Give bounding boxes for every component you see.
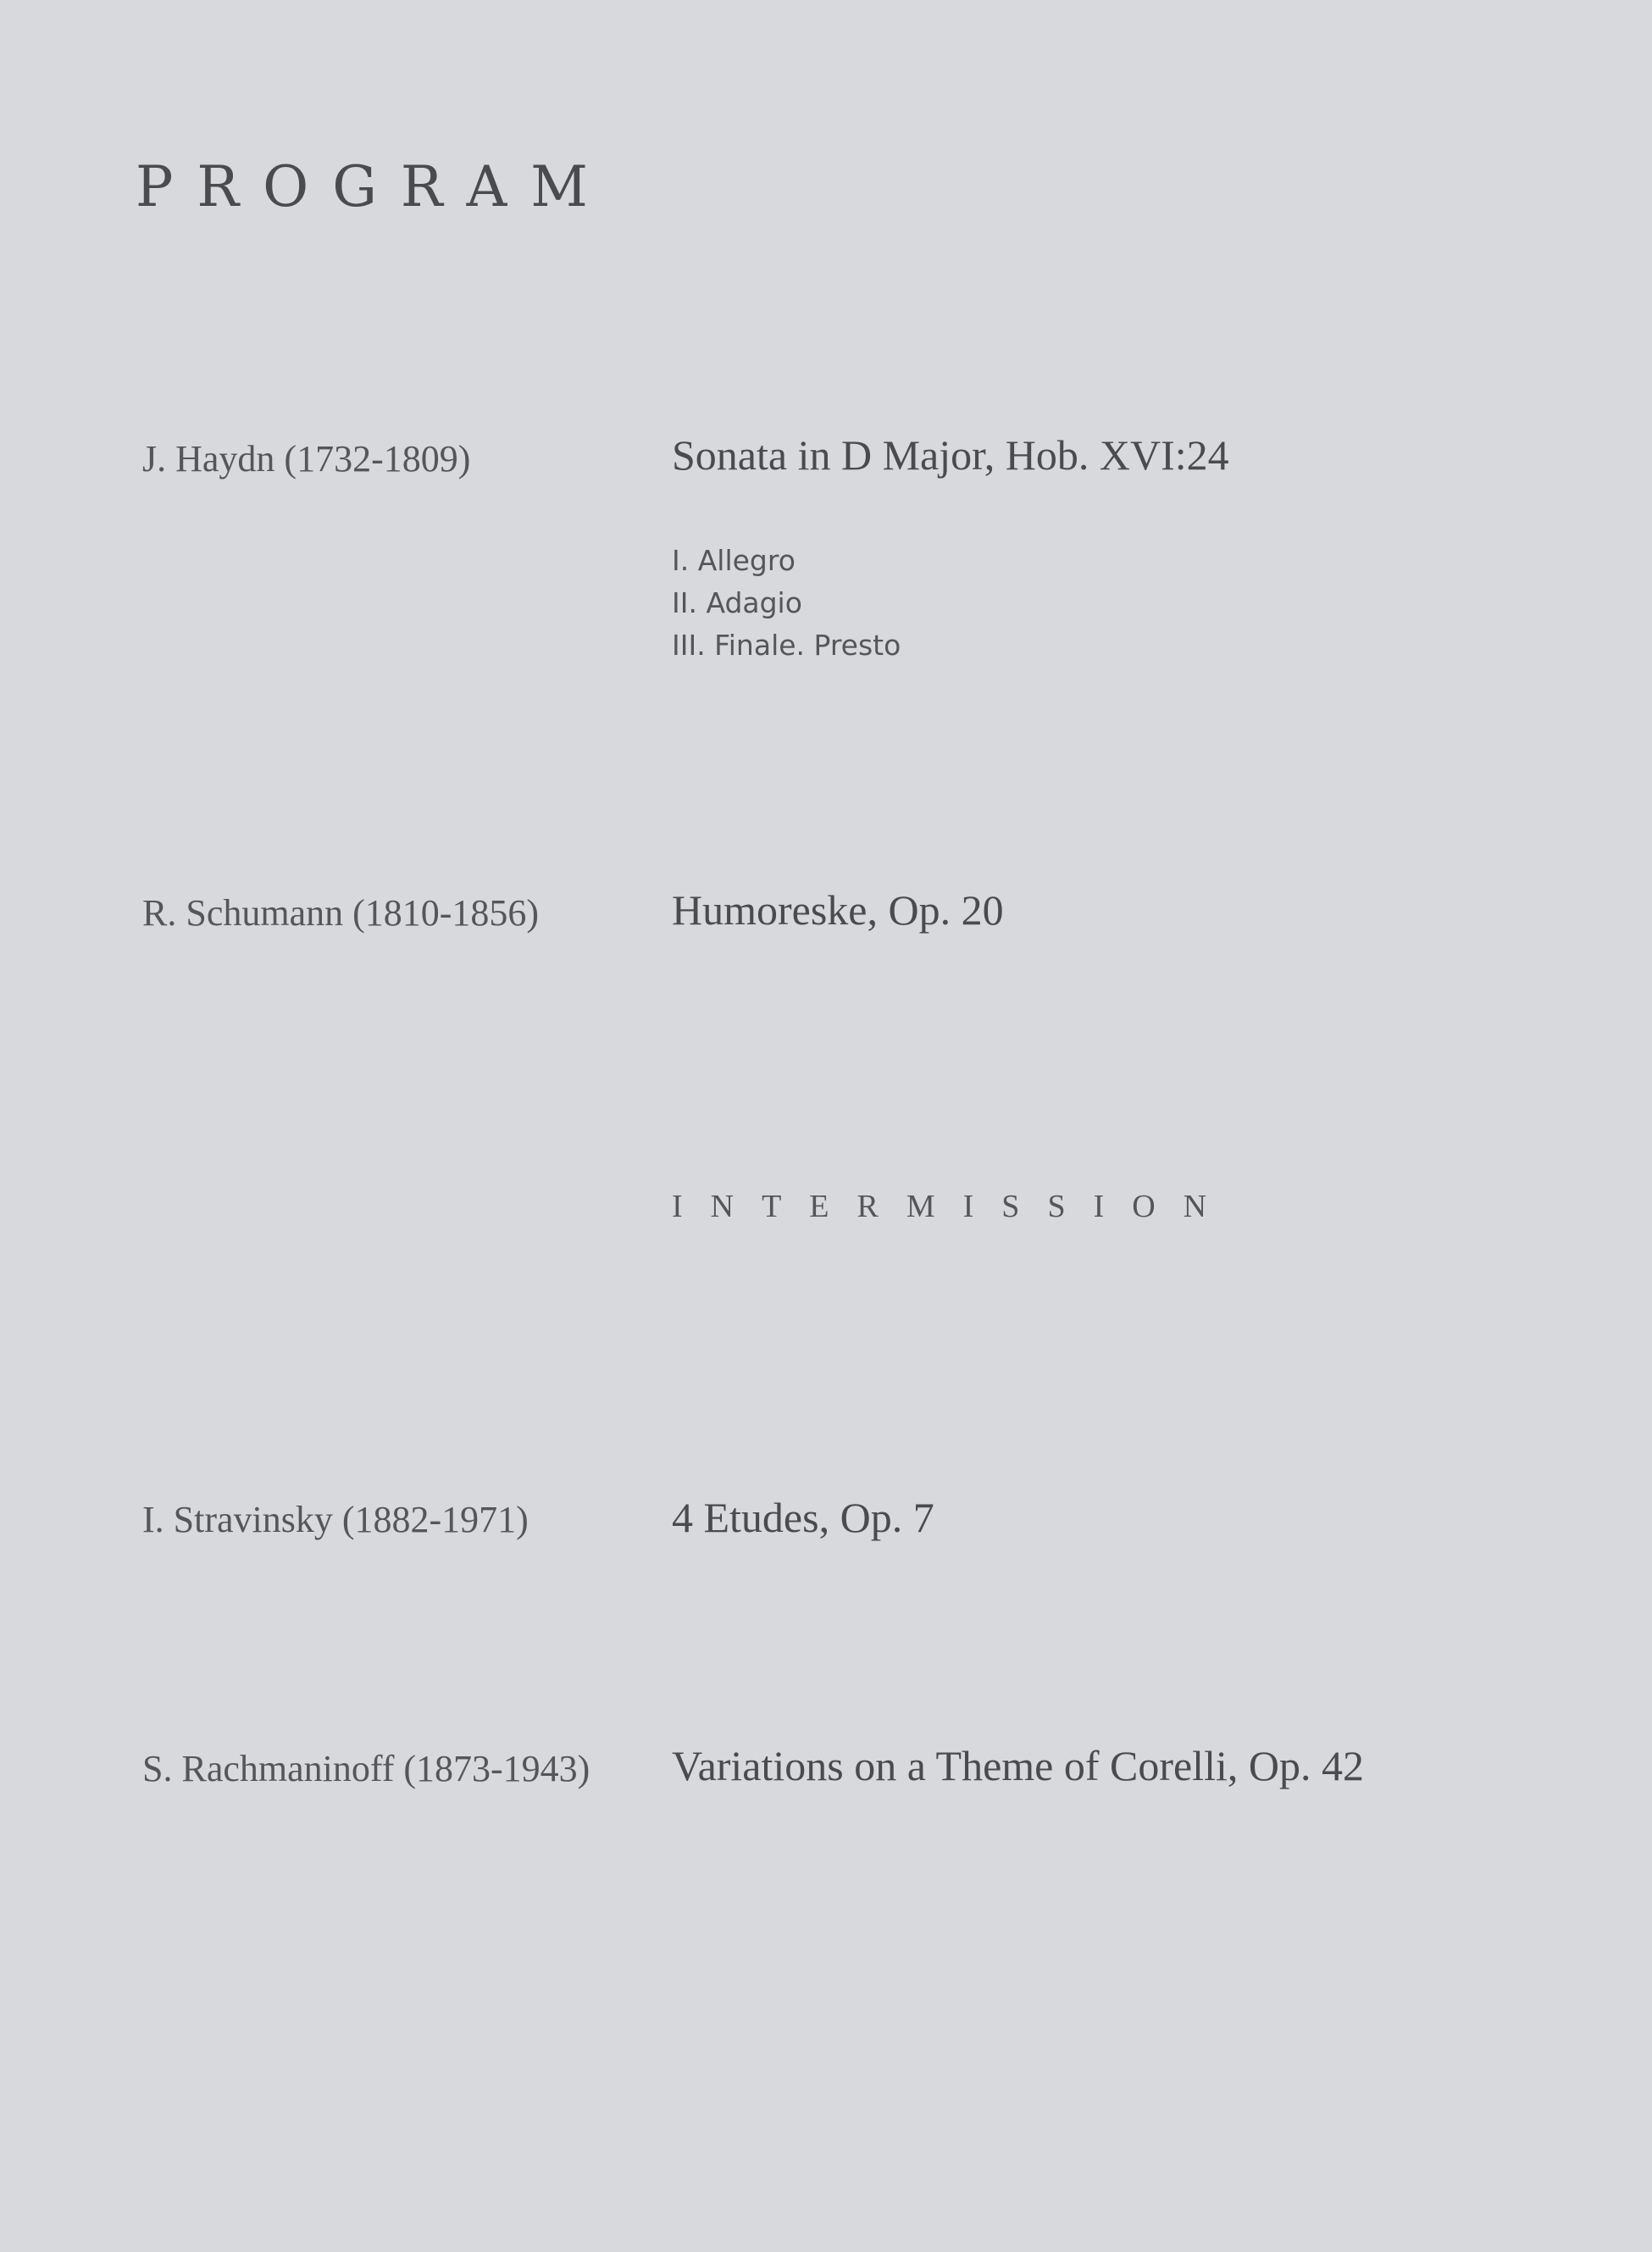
composer-rachmaninoff: S. Rachmaninoff (1873-1943) bbox=[142, 1748, 590, 1789]
page-title: PROGRAM bbox=[136, 154, 612, 219]
work-stravinsky: 4 Etudes, Op. 7 bbox=[672, 1494, 934, 1541]
movement-item: I. Allegro bbox=[672, 544, 796, 577]
intermission-label: INTERMISSION bbox=[672, 1189, 1235, 1224]
movement-item: III. Finale. Presto bbox=[672, 629, 901, 662]
movement-list bbox=[672, 540, 901, 667]
composer-schumann: R. Schumann (1810-1856) bbox=[142, 892, 540, 934]
work-rachmaninoff: Variations on a Theme of Corelli, Op. 42 bbox=[672, 1742, 1364, 1789]
composer-stravinsky: I. Stravinsky (1882-1971) bbox=[142, 1499, 529, 1540]
work-schumann: Humoreske, Op. 20 bbox=[672, 886, 1004, 934]
work-haydn: Sonata in D Major, Hob. XVI:24 bbox=[672, 431, 1229, 479]
movement-item: II. Adagio bbox=[672, 586, 802, 619]
composer-haydn: J. Haydn (1732-1809) bbox=[142, 438, 471, 480]
